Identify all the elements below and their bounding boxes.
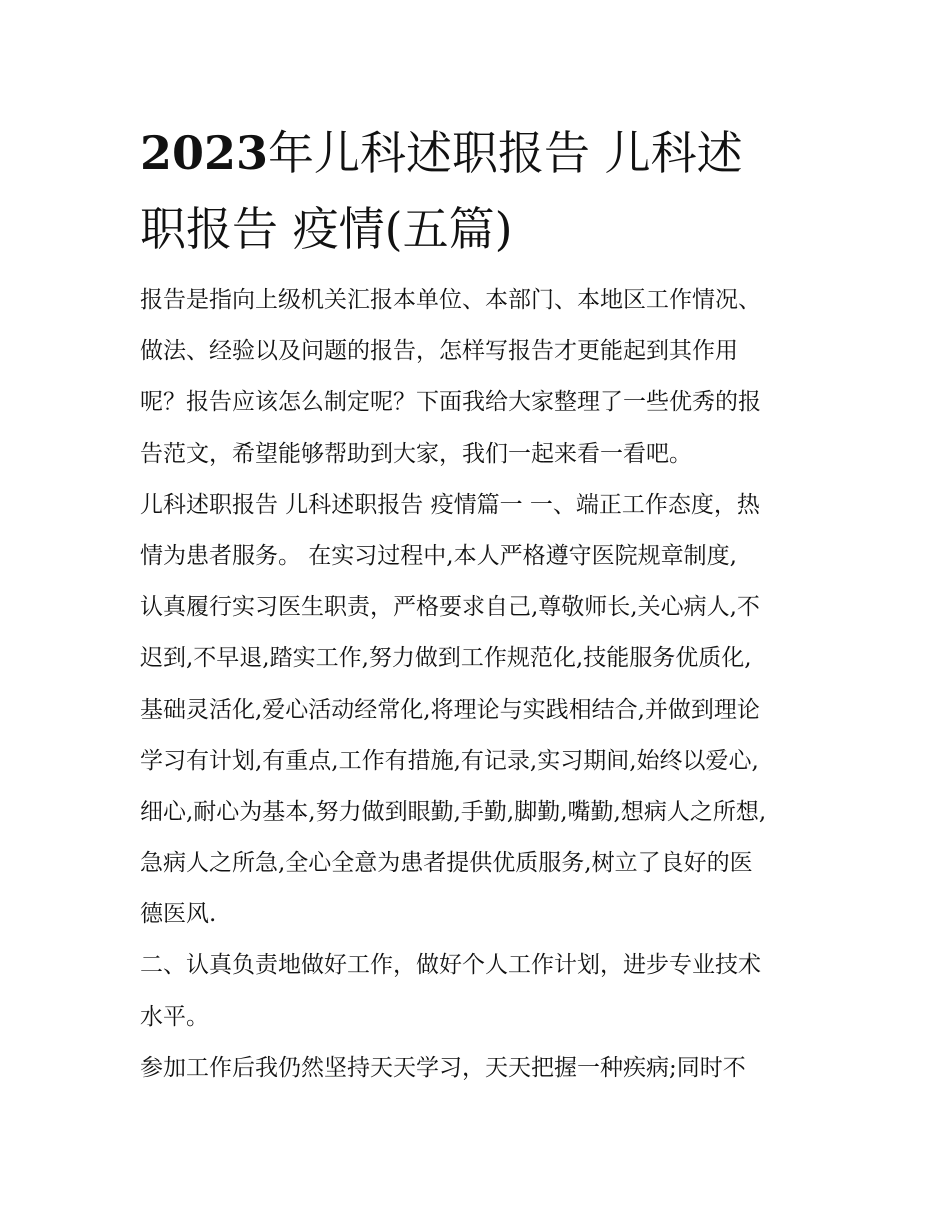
body-line: 参加工作后我仍然坚持天天学习，天天把握一种疾病;同时不 <box>140 1054 746 1081</box>
body-line: 做法、经验以及问题的报告，怎样写报告才更能起到其作用 <box>140 338 738 365</box>
body-line: 基础灵活化,爱心活动经常化,将理论与实践相结合,并做到理论 <box>140 696 760 723</box>
body-line: 细心,耐心为基本,努力做到眼勤,手勤,脚勤,嘴勤,想病人之所想, <box>140 798 767 825</box>
body-line: 迟到,不早退,踏实工作,努力做到工作规范化,技能服务优质化, <box>140 645 752 672</box>
document-body <box>140 275 830 1094</box>
title-line-1 <box>140 115 820 191</box>
body-line: 水平。 <box>140 1003 209 1030</box>
body-line: 急病人之所急,全心全意为患者提供优质服务,树立了良好的医 <box>140 850 753 877</box>
body-line: 告范文，希望能够帮助到大家，我们一起来看一看吧。 <box>140 440 692 467</box>
body-line: 二、认真负责地做好工作，做好个人工作计划，进步专业技术 <box>140 952 761 979</box>
title-line-2: 职报告 疫情(五篇) <box>140 202 513 256</box>
document-title <box>140 115 820 267</box>
body-line: 德医风. <box>140 901 217 928</box>
body-line: 情为患者服务。 在实习过程中,本人严格遵守医院规章制度, <box>140 542 737 569</box>
title-year: 2023 <box>140 126 269 180</box>
title-line-1-text: 年儿科述职报告 儿科述 <box>268 126 743 180</box>
body-line: 呢？报告应该怎么制定呢？下面我给大家整理了一些优秀的报 <box>140 389 761 416</box>
body-line: 学习有计划,有重点,工作有措施,有记录,实习期间,始终以爱心, <box>140 747 759 774</box>
body-line: 报告是指向上级机关汇报本单位、本部门、本地区工作情况、 <box>140 287 761 313</box>
body-line: 认真履行实习医生职责，严格要求自己,尊敬师长,关心病人,不 <box>140 594 760 621</box>
body-line: 儿科述职报告 儿科述职报告 疫情篇一 一、端正工作态度，热 <box>140 491 760 518</box>
